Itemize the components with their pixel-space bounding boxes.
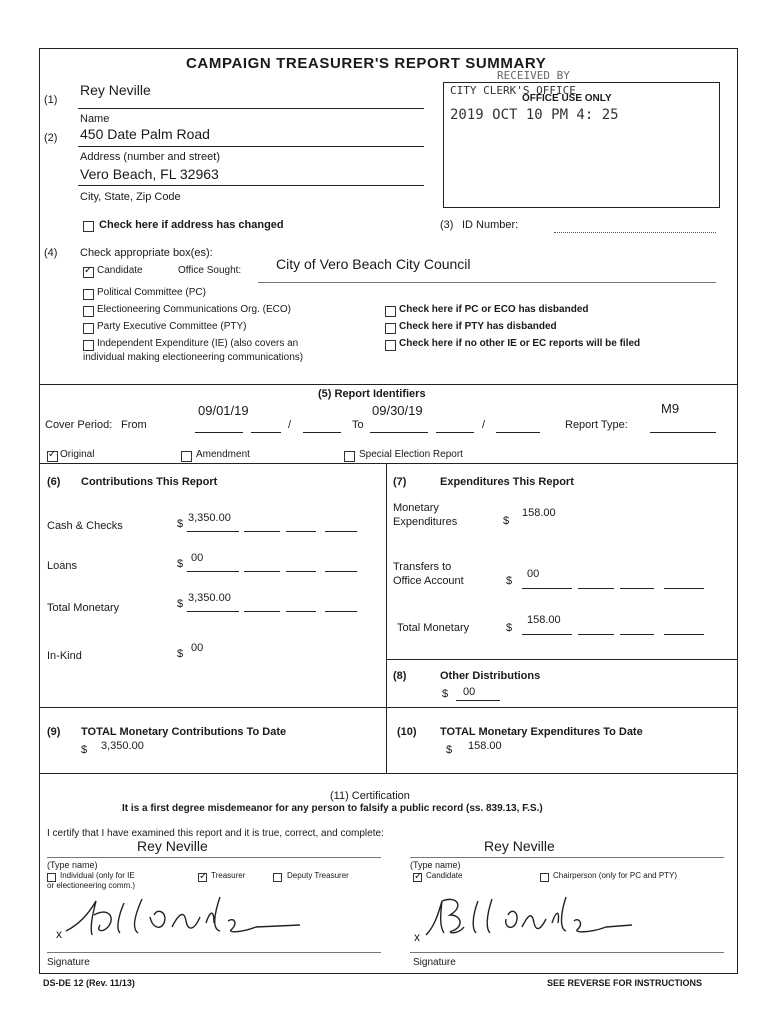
- instructions-note: SEE REVERSE FOR INSTRUCTIONS: [547, 978, 703, 988]
- pc-disbanded-checkbox[interactable]: [385, 306, 396, 317]
- from-date: 09/01/19: [198, 403, 249, 418]
- total-monetary-contrib-value: 3,350.00: [188, 592, 231, 604]
- type-name-label: (Type name): [47, 860, 98, 870]
- ie-label-cont: individual making electioneering communications): [83, 352, 304, 363]
- no-other-reports-checkbox[interactable]: [385, 340, 396, 351]
- dollar-sign: $: [177, 648, 184, 660]
- cover-period-label: Cover Period:: [45, 419, 113, 431]
- office-use-label: OFFICE USE ONLY: [522, 93, 612, 104]
- total-monetary-label: Total Monetary: [397, 622, 470, 634]
- individual-label-cont: or electioneering comm.): [47, 881, 136, 890]
- certify-statement: I certify that I have examined this report and it is true, correct, and complete:: [47, 828, 384, 839]
- pty-checkbox[interactable]: [83, 323, 94, 334]
- section-number: (10): [397, 726, 417, 738]
- total-expenditures-header: TOTAL Monetary Expenditures To Date: [440, 726, 643, 738]
- cash-checks-value: 3,350.00: [188, 512, 231, 524]
- check-boxes-label: Check appropriate box(es):: [80, 247, 213, 259]
- id-number-label: ID Number:: [462, 219, 519, 231]
- in-kind-value: 00: [191, 642, 204, 654]
- dollar-sign: $: [177, 598, 184, 610]
- monetary-expenditures-value: 158.00: [522, 507, 556, 519]
- type-name-label: (Type name): [410, 860, 461, 870]
- left-type-name-value: Rey Neville: [137, 838, 208, 854]
- section-number: (4): [44, 247, 58, 259]
- other-distributions-value: 00: [463, 686, 476, 698]
- section-number: (7): [393, 476, 407, 488]
- right-type-name-value: Rey Neville: [484, 838, 555, 854]
- report-identifiers-header: (5) Report Identifiers: [318, 388, 426, 400]
- loans-value: 00: [191, 552, 204, 564]
- dollar-sign: $: [503, 515, 510, 527]
- expenditures-header: Expenditures This Report: [440, 476, 574, 488]
- to-date: 09/30/19: [372, 403, 423, 418]
- signature-label: Signature: [47, 957, 90, 968]
- total-contributions-value: 3,350.00: [101, 740, 144, 752]
- total-expenditures-value: 158.00: [468, 740, 502, 752]
- treasurer-label: Treasurer: [211, 871, 246, 880]
- dollar-sign: $: [442, 688, 449, 700]
- total-monetary-label: Total Monetary: [47, 602, 120, 614]
- amendment-label: Amendment: [196, 449, 250, 460]
- date-slash: /: [288, 419, 292, 431]
- report-type-value: M9: [661, 401, 680, 416]
- total-contributions-header: TOTAL Monetary Contributions To Date: [81, 726, 287, 738]
- amendment-checkbox[interactable]: [181, 451, 192, 462]
- dollar-sign: $: [177, 518, 184, 530]
- city-clerk-stamp: CITY CLERK'S OFFICE: [450, 84, 576, 97]
- id-number-field[interactable]: [554, 219, 716, 233]
- date-slash: /: [482, 419, 486, 431]
- section-number: (8): [393, 670, 407, 682]
- signature-label: Signature: [413, 957, 456, 968]
- treasurer-checkbox[interactable]: [198, 873, 207, 882]
- candidate-label: Candidate: [97, 265, 143, 276]
- address-changed-label: Check here if address has changed: [99, 219, 284, 231]
- signature-x-mark: x: [414, 930, 420, 944]
- candidate-signature: [418, 887, 718, 947]
- certification-header: (11) Certification: [330, 790, 410, 802]
- dollar-sign: $: [506, 622, 513, 634]
- monetary-label: Monetary: [393, 502, 439, 514]
- from-label: From: [121, 419, 147, 431]
- original-label: Original: [60, 449, 95, 460]
- contributions-header: Contributions This Report: [81, 476, 218, 488]
- city-label: City, State, Zip Code: [80, 191, 181, 203]
- office-sought-value: City of Vero Beach City Council: [276, 256, 471, 272]
- to-label: To: [352, 419, 364, 431]
- expenditures-label: Expenditures: [393, 516, 458, 528]
- pc-disbanded-label: Check here if PC or ECO has disbanded: [399, 304, 589, 315]
- ie-checkbox[interactable]: [83, 340, 94, 351]
- deputy-treasurer-label: Deputy Treasurer: [287, 871, 349, 880]
- transfers-value: 00: [527, 568, 540, 580]
- ie-label: Independent Expenditure (IE) (also covers an: [97, 338, 299, 349]
- office-account-label: Office Account: [393, 575, 464, 587]
- chairperson-checkbox[interactable]: [540, 873, 549, 882]
- name-value: Rey Neville: [80, 82, 151, 98]
- office-sought-label: Office Sought:: [178, 265, 242, 276]
- dollar-sign: $: [177, 558, 184, 570]
- no-other-reports-label: Check here if no other IE or EC reports will be filed: [399, 338, 641, 349]
- loans-label: Loans: [47, 560, 77, 572]
- form-title: CAMPAIGN TREASURER'S REPORT SUMMARY: [186, 55, 547, 72]
- other-distributions-header: Other Distributions: [440, 670, 541, 682]
- section-number: (9): [47, 726, 61, 738]
- special-election-label: Special Election Report: [359, 449, 463, 460]
- signature-x-mark: x: [56, 927, 62, 941]
- pc-label: Political Committee (PC): [97, 287, 206, 298]
- pty-disbanded-label: Check here if PTY has disbanded: [399, 321, 557, 332]
- dollar-sign: $: [506, 575, 513, 587]
- address-changed-checkbox[interactable]: [83, 221, 94, 232]
- dollar-sign: $: [446, 744, 453, 756]
- section-number: (1): [44, 94, 58, 106]
- city-value: Vero Beach, FL 32963: [80, 166, 219, 182]
- in-kind-label: In-Kind: [47, 650, 82, 662]
- eco-checkbox[interactable]: [83, 306, 94, 317]
- cash-checks-label: Cash & Checks: [47, 520, 123, 532]
- candidate-cert-checkbox[interactable]: [413, 873, 422, 882]
- section-number: (2): [44, 132, 58, 144]
- address-value: 450 Date Palm Road: [80, 126, 210, 142]
- transfers-label: Transfers to: [393, 561, 452, 573]
- dollar-sign: $: [81, 744, 88, 756]
- section-number: (3): [440, 219, 454, 231]
- form-id: DS-DE 12 (Rev. 11/13): [43, 978, 135, 988]
- chairperson-label: Chairperson (only for PC and PTY): [553, 871, 678, 880]
- deputy-treasurer-checkbox[interactable]: [273, 873, 282, 882]
- pc-checkbox[interactable]: [83, 289, 94, 300]
- candidate-checkbox[interactable]: [83, 267, 94, 278]
- special-election-checkbox[interactable]: [344, 451, 355, 462]
- pty-disbanded-checkbox[interactable]: [385, 323, 396, 334]
- total-monetary-exp-value: 158.00: [527, 614, 561, 626]
- report-type-label: Report Type:: [565, 419, 628, 431]
- original-checkbox[interactable]: [47, 451, 58, 462]
- section-number: (6): [47, 476, 61, 488]
- date-stamp: 2019 OCT 10 PM 4: 25: [450, 107, 619, 123]
- name-label: Name: [80, 113, 110, 125]
- received-stamp: RECEIVED BY: [497, 69, 570, 82]
- certification-warning: It is a first degree misdemeanor for any person to falsify a public record (ss. 839.13, F.S.): [122, 803, 543, 814]
- pty-label: Party Executive Committee (PTY): [97, 321, 247, 332]
- treasurer-signature: [60, 887, 360, 947]
- address-label: Address (number and street): [80, 151, 221, 163]
- individual-label: Individual (only for IE: [60, 871, 135, 880]
- eco-label: Electioneering Communications Org. (ECO): [97, 304, 291, 315]
- candidate-cert-label: Candidate: [426, 871, 463, 880]
